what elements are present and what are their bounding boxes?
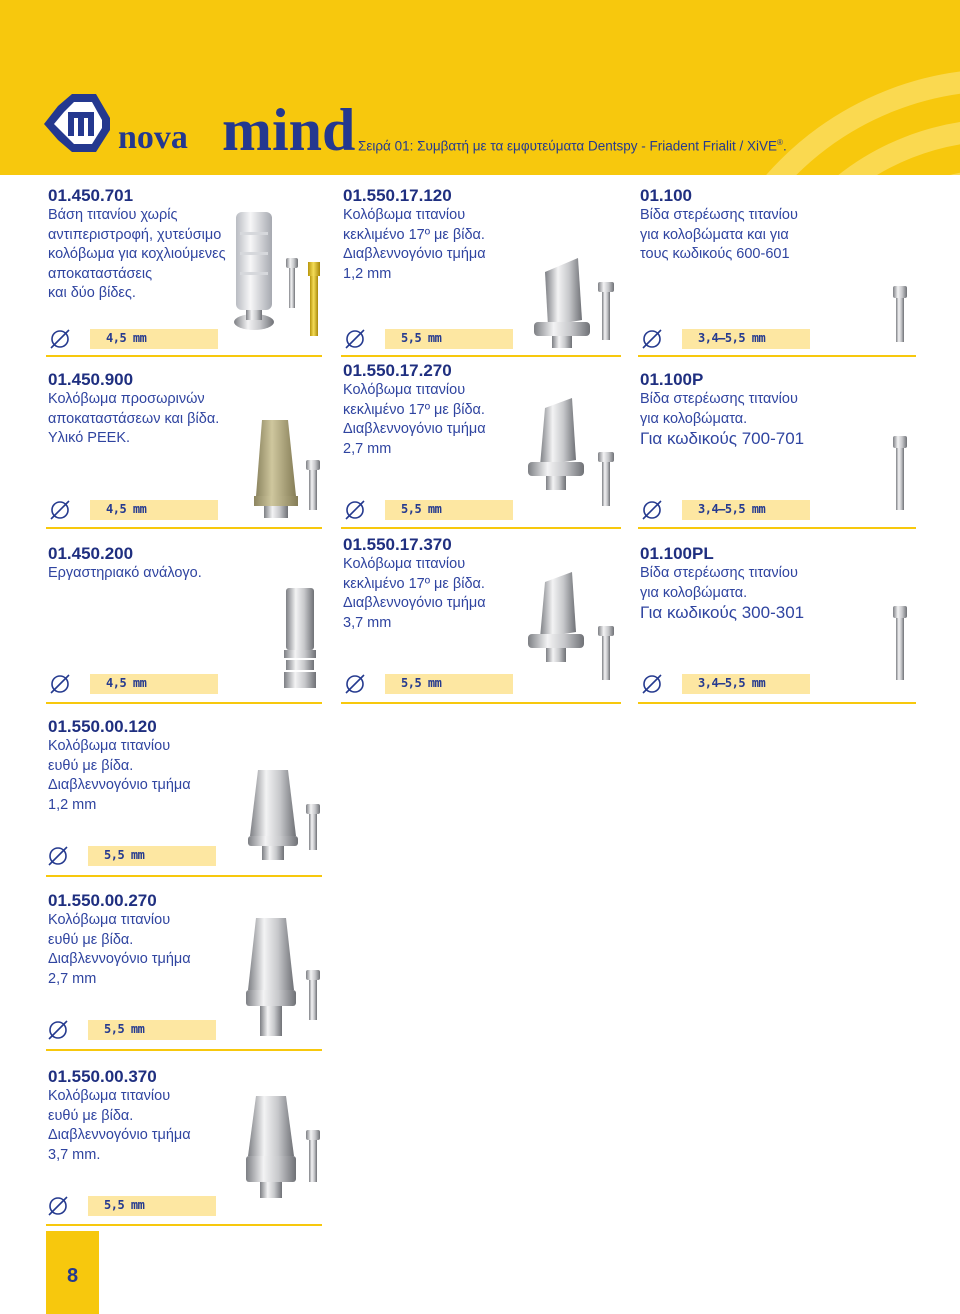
divider (46, 702, 322, 704)
diameter-icon (640, 500, 676, 520)
divider (46, 355, 322, 357)
straight-abutment-image-2 (246, 918, 320, 1036)
diameter-value-box (90, 329, 218, 349)
product-description: Κολόβωμα τιτανίου ευθύ με βίδα. Διαβλεννογόνιο τμήμα 2,7 mm (48, 912, 191, 987)
product-code: 01.100PL (640, 544, 714, 563)
diameter-icon (46, 1196, 82, 1216)
angled-abutment-image-3 (528, 572, 614, 680)
header-banner (0, 0, 960, 175)
product-code: 01.550.00.120 (48, 717, 157, 736)
screw-image-2 (893, 436, 907, 510)
diameter-icon (640, 674, 676, 694)
diameter-value: 3,4–5,5 mm (698, 502, 766, 516)
diameter-value: 5,5 mm (104, 848, 145, 862)
registered-mark: ® (777, 138, 783, 147)
diameter-value: 5,5 mm (104, 1198, 145, 1212)
diameter-icon (343, 674, 379, 694)
divider (341, 702, 621, 704)
straight-abutment-image-3 (246, 1096, 320, 1198)
diameter-value: 5,5 mm (401, 331, 442, 345)
series-text: Σειρά 01: Συμβατή με τα εμφυτεύματα Dentspy - Friadent Frialit / XiVE (358, 138, 778, 154)
divider (46, 1049, 322, 1051)
angled-abutment-image-2 (528, 398, 614, 506)
diameter-value: 5,5 mm (401, 676, 442, 690)
product-description: Βίδα στερέωσης τιτανίου για κολοβώματα και για τους κωδικούς 600-601 (640, 207, 798, 262)
diameter-value-box (385, 674, 513, 694)
product-01-550-00-120 (48, 717, 191, 815)
product-description: Κολόβωμα προσωρινών αποκαταστάσεων και βίδα. Υλικό PEEK. (48, 391, 220, 446)
diameter-value-box (88, 1020, 216, 1040)
product-description: Βίδα στερέωσης τιτανίου για κολοβώματα. (640, 391, 798, 427)
diameter-value: 5,5 mm (401, 502, 442, 516)
diameter-value-box (682, 500, 810, 520)
castable-abutment-image (234, 212, 320, 336)
product-description: Εργαστηριακό ανάλογο. (48, 565, 202, 581)
diameter-value: 3,4–5,5 mm (698, 331, 766, 345)
product-code: 01.550.17.370 (343, 535, 452, 554)
brand-left: nova (118, 119, 188, 154)
diameter-value-box (88, 1196, 216, 1216)
divider (46, 1224, 322, 1226)
series-caption (358, 138, 787, 154)
product-01-550-00-270 (48, 891, 191, 989)
screw-image-3 (893, 606, 907, 680)
product-01-550-17-370 (343, 535, 486, 633)
product-description: Βάση τιτανίου χωρίς αντιπεριστροφή, χυτεύσιμο κολόβωμα για κοχλιούμενες αποκαταστάσεις και δύο βίδες. (48, 207, 226, 301)
brand-right: mind (222, 97, 356, 154)
product-01-550-17-270 (343, 361, 486, 459)
divider (341, 527, 621, 529)
product-description: Κολόβωμα τιτανίου ευθύ με βίδα. Διαβλεννογόνιο τμήμα 1,2 mm (48, 738, 191, 813)
product-01-100 (640, 186, 798, 265)
screw-image-1 (893, 286, 907, 342)
product-description: Κολόβωμα τιτανίου κεκλιμένο 17º με βίδα. Διαβλεννογόνιο τμήμα 2,7 mm (343, 382, 486, 457)
diameter-icon (46, 1020, 82, 1040)
diameter-value: 4,5 mm (106, 331, 147, 345)
product-code: 01.450.200 (48, 544, 134, 563)
peek-abutment-image (254, 420, 320, 518)
diameter-icon (640, 329, 676, 349)
diameter-value-box (385, 500, 513, 520)
product-code: 01.450.701 (48, 186, 134, 205)
diameter-icon (48, 674, 84, 694)
product-01-450-200 (48, 544, 202, 584)
divider (46, 527, 322, 529)
product-compatibility: Για κωδικούς 300-301 (640, 603, 805, 622)
diameter-icon (46, 846, 82, 866)
divider (46, 875, 322, 877)
divider (638, 355, 916, 357)
diameter-value-box (682, 329, 810, 349)
product-code: 01.550.17.270 (343, 361, 452, 380)
diameter-icon (343, 500, 379, 520)
page-number-box (46, 1231, 99, 1314)
product-code: 01.100 (640, 186, 692, 205)
product-01-100p (640, 370, 804, 449)
diameter-value-box (682, 674, 810, 694)
diameter-value: 4,5 mm (106, 502, 147, 516)
product-01-450-701 (48, 186, 226, 304)
page-number: 8 (66, 1265, 79, 1287)
product-description: Κολόβωμα τιτανίου κεκλιμένο 17º με βίδα. Διαβλεννογόνιο τμήμα 1,2 mm (343, 207, 486, 282)
product-code: 01.550.17.120 (343, 186, 452, 205)
product-description: Κολόβωμα τιτανίου ευθύ με βίδα. Διαβλεννογόνιο τμήμα 3,7 mm. (48, 1088, 191, 1163)
product-code: 01.550.00.370 (48, 1067, 157, 1086)
diameter-value-box (90, 500, 218, 520)
diameter-icon (343, 329, 379, 349)
product-code: 01.100P (640, 370, 704, 389)
product-description: Βίδα στερέωσης τιτανίου για κολοβώματα. (640, 565, 798, 601)
product-compatibility: Για κωδικούς 700-701 (640, 429, 805, 448)
diameter-icon (48, 329, 84, 349)
diameter-value: 4,5 mm (106, 676, 147, 690)
product-description: Κολόβωμα τιτανίου κεκλιμένο 17º με βίδα. Διαβλεννογόνιο τμήμα 3,7 mm (343, 556, 486, 631)
divider (638, 702, 916, 704)
divider (638, 527, 916, 529)
diameter-value: 3,4–5,5 mm (698, 676, 766, 690)
diameter-value-box (90, 674, 218, 694)
angled-abutment-image-1 (534, 258, 614, 348)
divider (341, 355, 621, 357)
diameter-value: 5,5 mm (104, 1022, 145, 1036)
diameter-icon (48, 500, 84, 520)
product-01-450-900 (48, 370, 219, 449)
product-01-100pl (640, 544, 804, 623)
straight-abutment-image-1 (248, 770, 320, 860)
product-01-550-17-120 (343, 186, 486, 284)
product-code: 01.550.00.270 (48, 891, 157, 910)
lab-analog-image (284, 588, 316, 688)
series-end: . (782, 138, 787, 154)
product-code: 01.450.900 (48, 370, 134, 389)
novamind-logo (44, 94, 356, 154)
diameter-value-box (385, 329, 513, 349)
product-01-550-00-370 (48, 1067, 191, 1165)
diameter-value-box (88, 846, 216, 866)
